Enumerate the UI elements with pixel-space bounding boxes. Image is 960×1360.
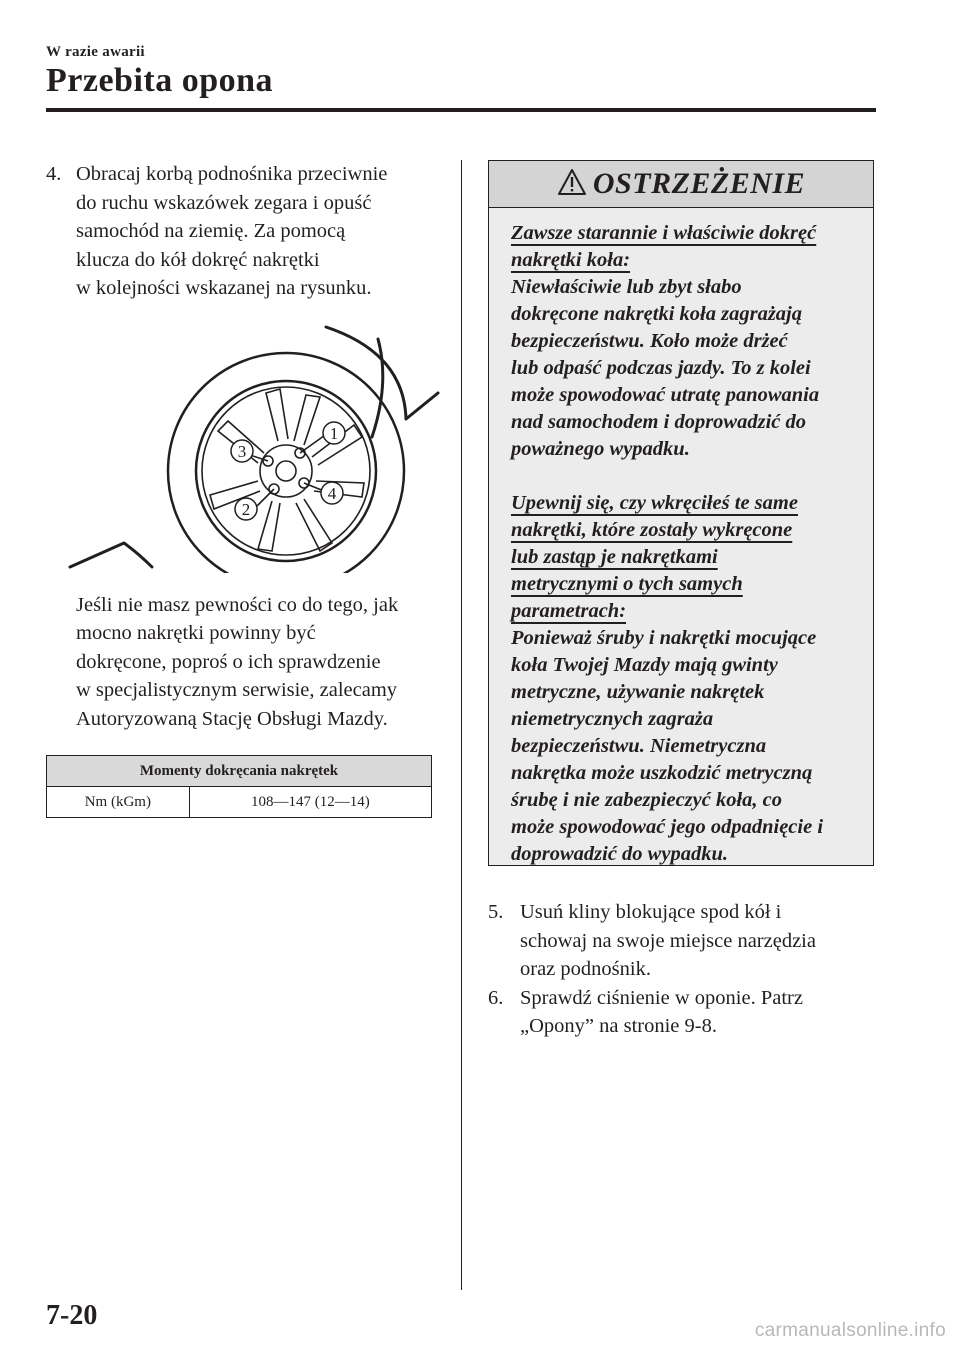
warning-heading-line: metrycznymi o tych samych <box>511 573 743 595</box>
right-column <box>488 898 874 1041</box>
table-cell-unit: Nm (kGm) <box>47 787 190 818</box>
warning-triangle-icon <box>557 168 587 201</box>
text-line: dokręcone, poproś o ich sprawdzenie <box>76 650 381 673</box>
warning-heading-line: parametrach: <box>511 600 627 622</box>
step-text <box>520 898 874 984</box>
warning-text-line: lub odpaść podczas jazdy. To z kolei <box>511 357 811 379</box>
warning-heading-line: lub zastąp je nakrętkami <box>511 546 718 568</box>
section-label: W razie awarii <box>46 44 145 60</box>
nut-number: 1 <box>329 423 339 443</box>
text-line: Jeśli nie masz pewności co do tego, jak <box>76 593 399 616</box>
warning-heading-line: nakrętki, które zostały wykręcone <box>511 519 793 541</box>
step-number: 6. <box>488 986 504 1009</box>
text-line: oraz podnośnik. <box>520 958 651 980</box>
step-number: 5. <box>488 901 504 923</box>
table-row <box>47 787 432 818</box>
warning-text-line: śrubę i nie zabezpieczyć koła, co <box>511 789 783 811</box>
text-line: do ruchu wskazówek zegara i opuść <box>76 191 372 214</box>
torque-note <box>76 591 438 734</box>
watermark: carmanualsonline.info <box>754 1320 946 1341</box>
step-6 <box>488 984 874 1041</box>
step-number: 4. <box>46 163 62 185</box>
text-line: Autoryzowaną Stację Obsługi Mazdy. <box>76 707 388 730</box>
warning-text-line: Ponieważ śruby i nakrętki mocujące <box>511 627 817 649</box>
text-line: samochód na ziemię. Za pomocą <box>76 220 346 242</box>
title-rule <box>46 108 876 112</box>
table-header: Momenty dokręcania nakrętek <box>47 756 432 787</box>
text-line: Usuń kliny blokujące spod kół i <box>520 901 782 923</box>
warning-text-line: nad samochodem i doprowadzić do <box>511 411 806 433</box>
warning-text-line: może spowodować jego odpadnięcie i <box>511 816 824 838</box>
left-column <box>46 160 438 818</box>
text-line: Sprawdź ciśnienie w oponie. Patrz <box>520 986 803 1009</box>
warning-text-line: nakrętka może uszkodzić metryczną <box>511 762 813 784</box>
text-line: w specjalistycznym serwisie, zalecamy <box>76 679 398 701</box>
warning-text-line: może spowodować utratę panowania <box>511 384 820 406</box>
step-text <box>76 160 438 303</box>
text-line: schowaj na swoje miejsce narzędzia <box>520 929 816 952</box>
torque-table <box>46 755 432 818</box>
warning-heading-line: nakrętki koła: <box>511 249 631 271</box>
warning-heading-line: Upewnij się, czy wkręciłeś te same <box>511 492 798 514</box>
step-text <box>520 984 874 1041</box>
warning-text-line: metryczne, używanie nakrętek <box>511 681 765 703</box>
warning-text-line: niemetrycznych zagraża <box>511 708 714 730</box>
warning-header <box>489 161 873 208</box>
spacer <box>511 463 861 490</box>
warning-box <box>488 160 874 866</box>
warning-text-line: bezpieczeństwu. Koło może drżeć <box>511 330 788 352</box>
nut-number: 2 <box>241 499 251 519</box>
step-5 <box>488 898 874 984</box>
warning-heading-line: Zawsze starannie i właściwie dokręć <box>511 222 817 244</box>
wheel-nut-order-illustration <box>68 323 440 573</box>
warning-text-line: bezpieczeństwu. Niemetryczna <box>511 735 767 757</box>
page-number: 7-20 <box>46 1300 98 1331</box>
warning-text-line: Niewłaściwie lub zbyt słabo <box>511 276 742 298</box>
text-line: w kolejności wskazanej na rysunku. <box>76 277 372 299</box>
table-cell-value: 108—147 (12—14) <box>189 787 431 818</box>
table-header-row <box>47 756 432 787</box>
warning-text-line: doprowadzić do wypadku. <box>511 843 728 865</box>
step-4 <box>46 160 438 303</box>
warning-text-line: koła Twojej Mazdy mają gwinty <box>511 654 778 676</box>
warning-text-line: poważnego wypadku. <box>511 438 690 460</box>
text-line: mocno nakrętki powinny być <box>76 622 316 644</box>
text-line: „Opony” na stronie 9-8. <box>520 1015 717 1037</box>
warning-text-line: dokręcone nakrętki koła zagrażają <box>511 303 802 325</box>
page-title: Przebita opona <box>46 62 274 99</box>
nut-number: 4 <box>327 483 337 503</box>
warning-body <box>489 208 873 868</box>
text-line: klucza do kół dokręć nakrętki <box>76 248 320 271</box>
nut-number: 3 <box>237 441 247 461</box>
warning-title: OSTRZEŻENIE <box>592 167 806 200</box>
column-divider <box>461 160 462 1290</box>
text-line: Obracaj korbą podnośnika przeciwnie <box>76 163 388 185</box>
